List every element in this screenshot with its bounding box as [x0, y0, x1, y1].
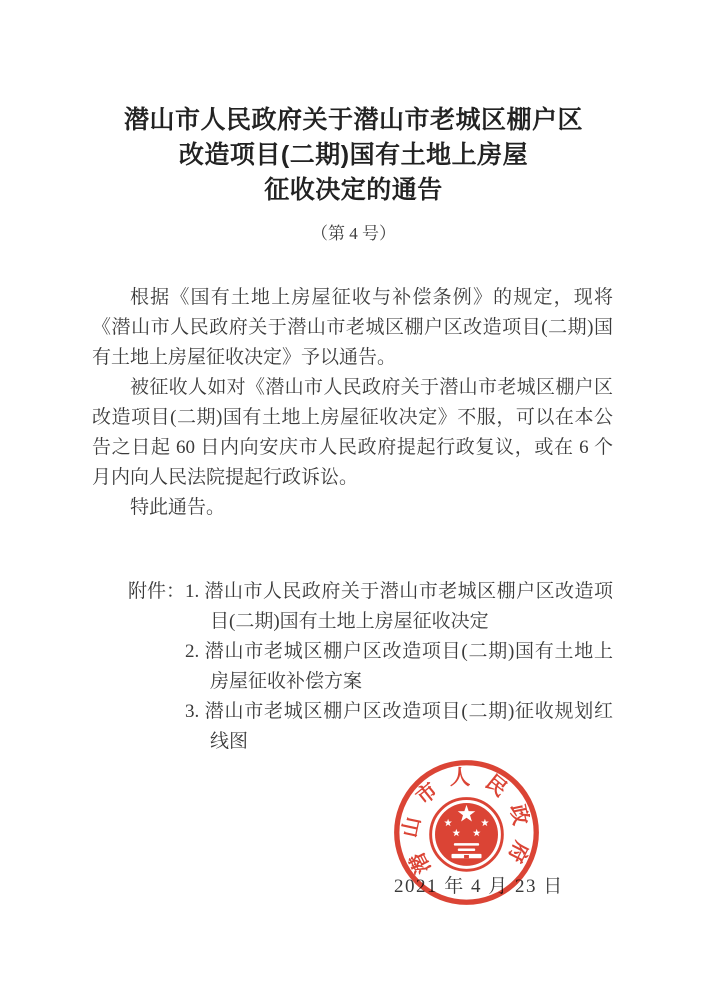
title-line-2: 改造项目(二期)国有土地上房屋 [178, 141, 529, 169]
seal-date: 2021 年 4 月 23 日 [394, 876, 564, 897]
national-emblem-icon [431, 799, 503, 871]
attachment-item-2: 2. 潜山市老城区棚户区改造项目(二期)国有土地上房屋征收补偿方案 [185, 641, 614, 692]
body-paragraph-2: 被征收人如对《潜山市人民政府关于潜山市老城区棚户区改造项目(二期)国有土地上房屋征收决定》不服，可以在本公告之日起 60 日内向安庆市人民政府提起行政复议，或在 6 个月内向人民法院提起行政诉讼。 [92, 377, 613, 488]
attachments-list [185, 577, 613, 757]
title-line-1: 潜山市人民政府关于潜山市老城区棚户区 [123, 106, 583, 134]
attachments-label: 附件： [128, 581, 186, 602]
notice-body [92, 283, 613, 523]
body-paragraph-1: 根据《国有土地上房屋征收与补偿条例》的规定，现将《潜山市人民政府关于潜山市老城区棚户区改造项目(二期)国有土地上房屋征收决定》予以通告。 [92, 287, 613, 368]
title-line-3: 征收决定的通告 [264, 176, 443, 204]
official-seal-graphic [389, 755, 544, 910]
doc-number: （第 4 号） [311, 224, 396, 243]
attachment-item-1: 1. 潜山市人民政府关于潜山市老城区棚户区改造项目(二期)国有土地上房屋征收决定 [185, 581, 614, 632]
attachment-item-3: 3. 潜山市老城区棚户区改造项目(二期)征收规划红线图 [185, 701, 614, 752]
attachments-block [128, 577, 618, 757]
notice-title [0, 103, 707, 208]
official-seal [389, 755, 544, 910]
body-paragraph-3: 特此通告。 [130, 497, 226, 518]
seal-arc-text: 潜山市人民政府 [399, 767, 534, 877]
